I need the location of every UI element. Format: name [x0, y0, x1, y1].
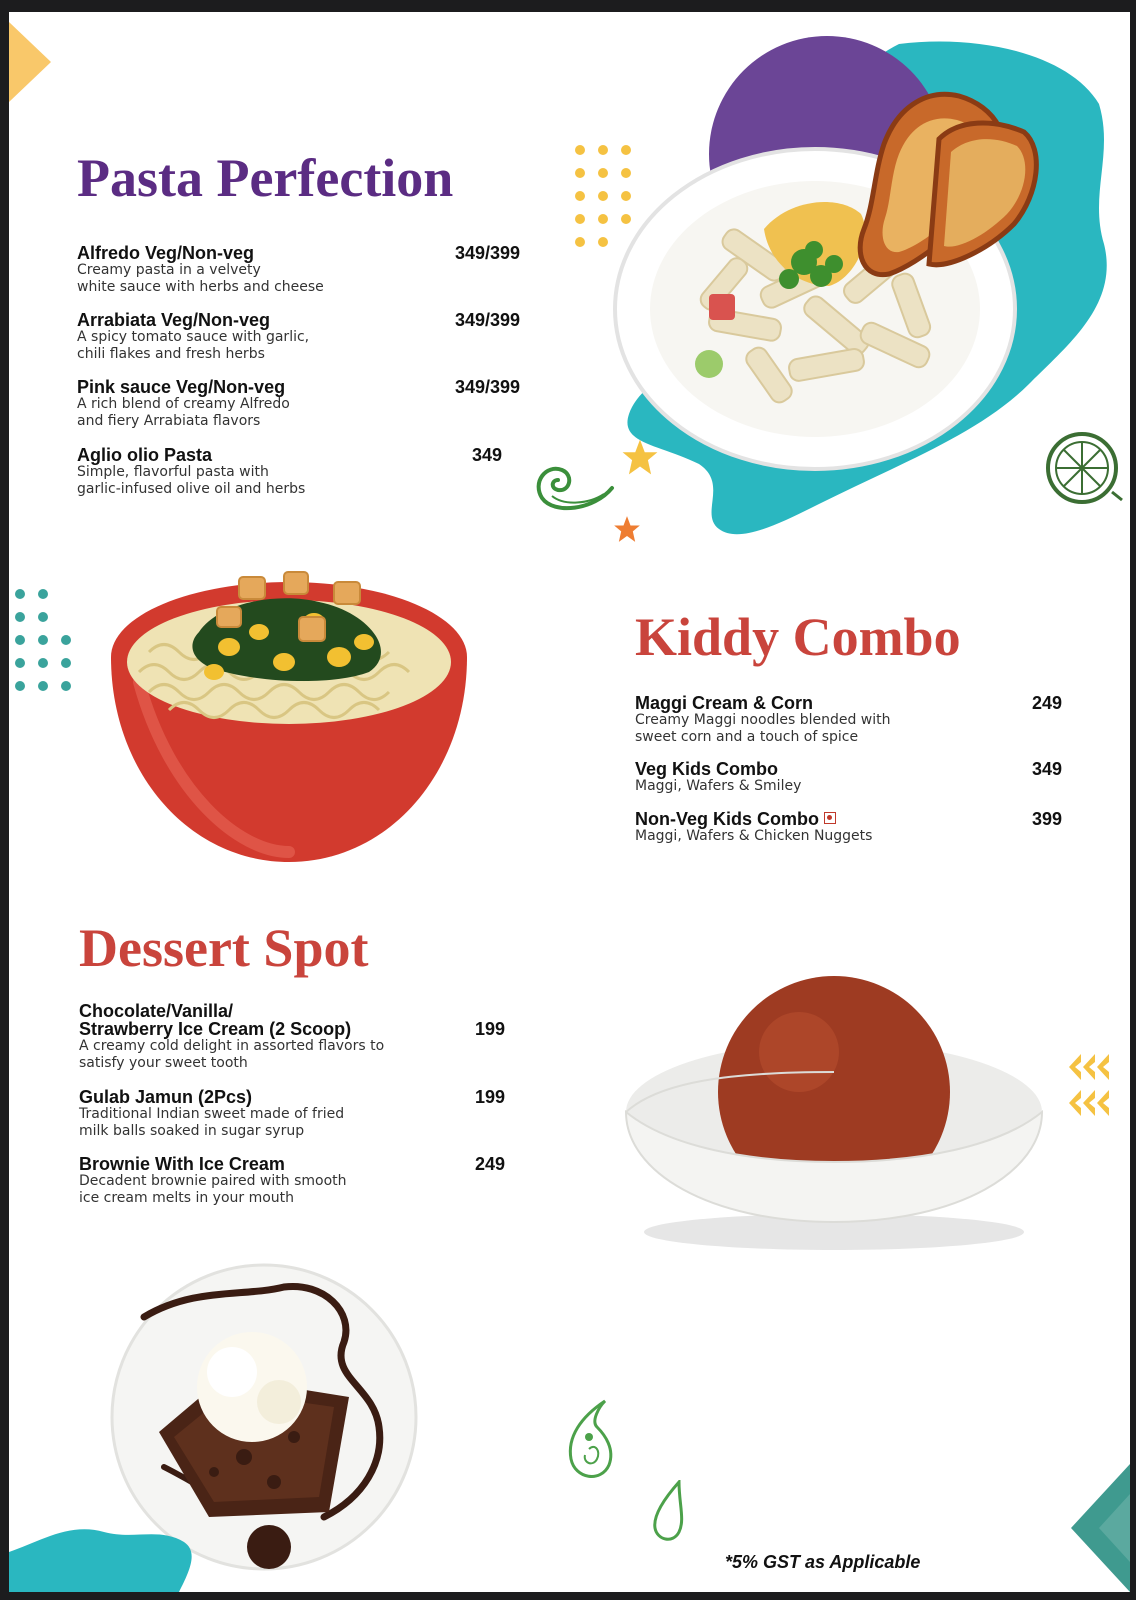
item-name: Alfredo Veg/Non-veg — [77, 243, 255, 263]
item-description: white sauce with herbs and cheese — [77, 279, 324, 295]
item-name: Chocolate/Vanilla/ — [79, 1001, 234, 1021]
gulab-jamun-image — [619, 972, 1049, 1262]
menu-page — [9, 12, 1130, 1592]
item-description: satisfy your sweet tooth — [79, 1055, 248, 1071]
menu-item — [79, 1155, 347, 1207]
item-name: Maggi Cream & Corn — [635, 693, 814, 713]
paisley-icon — [534, 460, 618, 520]
star-icon — [613, 515, 641, 543]
item-description: Maggi, Wafers & Chicken Nuggets — [635, 828, 873, 844]
item-price: 199 — [475, 1019, 506, 1039]
corner-triangle-icon — [9, 22, 51, 102]
menu-item — [77, 378, 290, 430]
item-price: 349/399 — [455, 377, 521, 397]
item-name: Gulab Jamun (2Pcs) — [79, 1087, 253, 1107]
item-description: A spicy tomato sauce with garlic, — [77, 329, 310, 345]
corner-triangle-icon — [1071, 1464, 1130, 1592]
menu-item — [635, 694, 891, 746]
item-description: Creamy Maggi noodles blended with — [635, 712, 891, 728]
arrow-chevrons-icon — [1067, 1052, 1117, 1122]
menu-item — [77, 244, 324, 296]
menu-item — [635, 760, 801, 795]
item-name: Non-Veg Kids Combo — [635, 809, 819, 829]
item-price: 349 — [472, 445, 503, 465]
item-name: Strawberry Ice Cream (2 Scoop) — [79, 1019, 352, 1039]
menu-item — [77, 446, 305, 498]
teal-brush-decoration — [9, 1512, 199, 1592]
item-name: Veg Kids Combo — [635, 759, 779, 779]
gst-footnote: *5% GST as Applicable — [725, 1552, 921, 1572]
item-description: Creamy pasta in a velvety — [77, 262, 261, 278]
item-name: Pink sauce Veg/Non-veg — [77, 377, 286, 397]
item-price: 349/399 — [455, 310, 521, 330]
menu-item — [79, 1002, 384, 1072]
non-veg-icon — [824, 812, 836, 824]
item-price: 399 — [1032, 809, 1063, 829]
menu-item — [635, 810, 872, 845]
item-description: and fiery Arrabiata flavors — [77, 413, 261, 429]
item-description: garlic-infused olive oil and herbs — [77, 481, 306, 497]
paisley-icon — [561, 1397, 617, 1487]
menu-item — [79, 1088, 344, 1140]
item-description: chili flakes and fresh herbs — [77, 346, 265, 362]
dots-pattern-icon — [12, 588, 78, 700]
item-name-row — [635, 810, 872, 828]
item-price: 349 — [1032, 759, 1063, 779]
item-price: 249 — [1032, 693, 1063, 713]
kiddy-section-title: Kiddy Combo — [635, 607, 961, 667]
item-description: ice cream melts in your mouth — [79, 1190, 295, 1206]
item-price: 249 — [475, 1154, 506, 1174]
dessert-section-title: Dessert Spot — [79, 918, 369, 978]
water-drop-icon — [649, 1480, 689, 1544]
item-name: Brownie With Ice Cream — [79, 1154, 285, 1174]
item-description: Simple, flavorful pasta with — [77, 464, 269, 480]
maggi-bowl-image — [109, 562, 479, 872]
item-description: Maggi, Wafers & Smiley — [635, 778, 802, 794]
item-name: Aglio olio Pasta — [77, 445, 213, 465]
item-description: A creamy cold delight in assorted flavors to — [79, 1038, 385, 1054]
item-description: Traditional Indian sweet made of fried — [79, 1106, 345, 1122]
item-description: Decadent brownie paired with smooth — [79, 1173, 347, 1189]
pasta-dish-image — [599, 24, 1119, 559]
item-price: 199 — [475, 1087, 506, 1107]
item-description: A rich blend of creamy Alfredo — [77, 396, 290, 412]
item-description: sweet corn and a touch of spice — [635, 729, 859, 745]
star-icon — [621, 438, 659, 476]
lemon-slice-icon — [1044, 430, 1124, 510]
pasta-section-title: Pasta Perfection — [77, 148, 454, 208]
item-description: milk balls soaked in sugar syrup — [79, 1123, 305, 1139]
item-price: 349/399 — [455, 243, 521, 263]
menu-item — [77, 311, 309, 363]
item-name: Arrabiata Veg/Non-veg — [77, 310, 271, 330]
